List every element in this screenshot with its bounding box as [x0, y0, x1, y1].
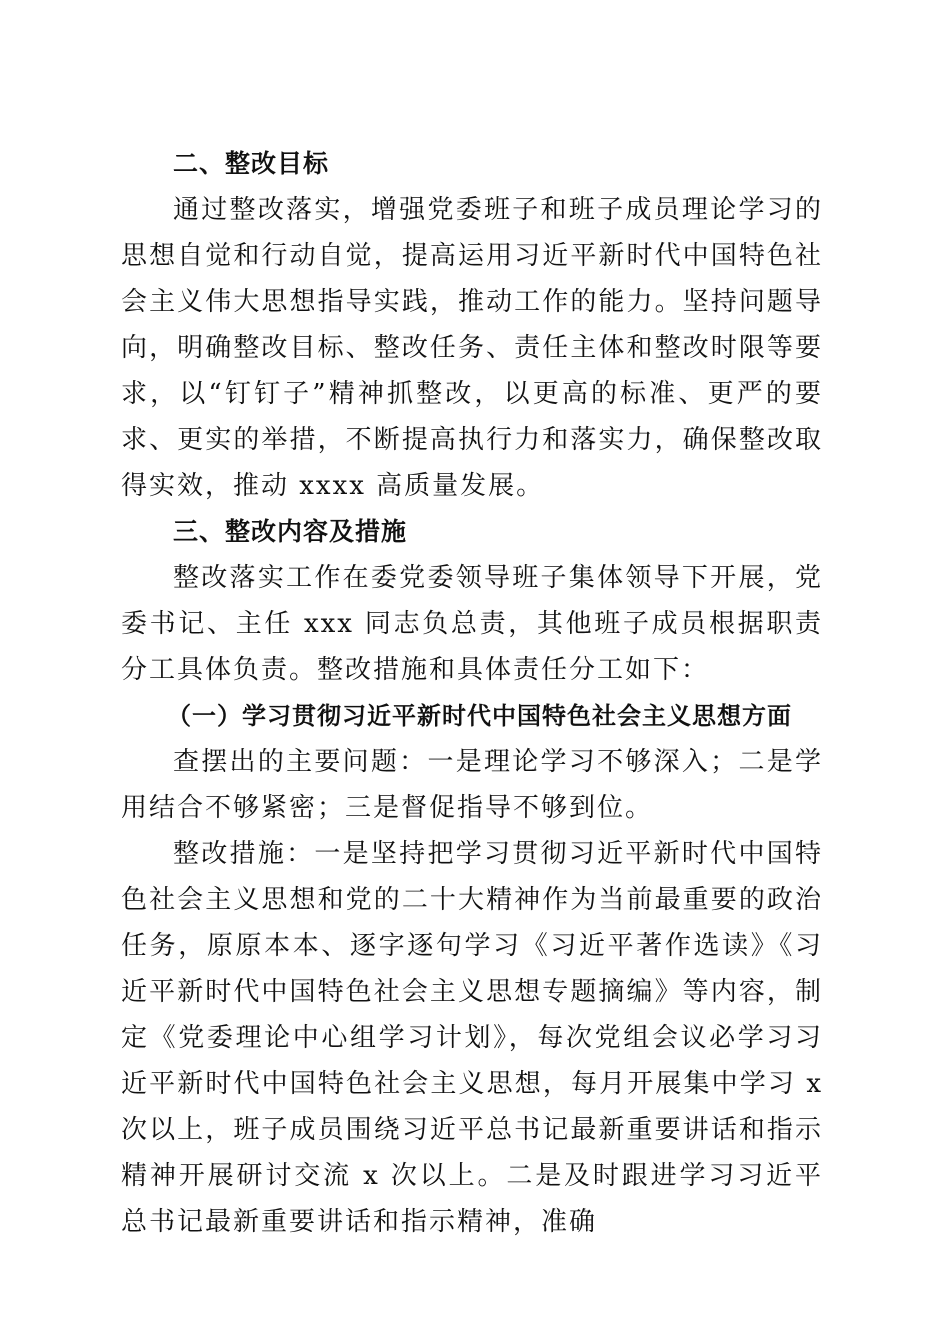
goals-paragraph: 通过整改落实，增强党委班子和班子成员理论学习的思想自觉和行动自觉，提高运用习近平新时代中国特色社会主义伟大思想指导实践，推动工作的能力。坚持问题导向，明确整改目标、整改任务、责任主体和整改时限等要求，以“钉钉子”精神抓整改，以更高的标准、更严的要求、更实的举措，不断提高执行力和落实力，确保整改取得实效，推动 xxxx 高质量发展。 — [121, 195, 823, 501]
section-heading-content-measures: 三、整改内容及措施 — [173, 517, 408, 546]
measures-paragraph: 整改措施：一是坚持把学习贯彻习近平新时代中国特色社会主义思想和党的二十大精神作为当前最重要的政治任务，原原本本、逐字逐句学习《习近平著作选读》《习近平新时代中国特色社会主义思想专题摘编》等内容，制定《党委理论中心组学习计划》，每次党组会议必学习习近平新时代中国特色社会主义思想，每月开展集中学习 x 次以上，班子成员围绕习近平总书记最新重要讲话和指示精神开展研讨交流 x 次以上。二是及时跟进学习习近平总书记最新重要讲话和指示精神，准确 — [121, 839, 823, 1237]
problems-paragraph: 查摆出的主要问题：一是理论学习不够深入；二是学用结合不够紧密；三是督促指导不够到位。 — [121, 747, 823, 823]
content-measures-paragraph: 整改落实工作在委党委领导班子集体领导下开展，党委书记、主任 xxx 同志负总责，其他班子成员根据职责分工具体负责。整改措施和具体责任分工如下： — [121, 563, 823, 685]
subsection-heading-study: （一）学习贯彻习近平新时代中国特色社会主义思想方面 — [167, 701, 792, 730]
section-heading-goals: 二、整改目标 — [173, 149, 330, 178]
document-body — [121, 141, 823, 1245]
